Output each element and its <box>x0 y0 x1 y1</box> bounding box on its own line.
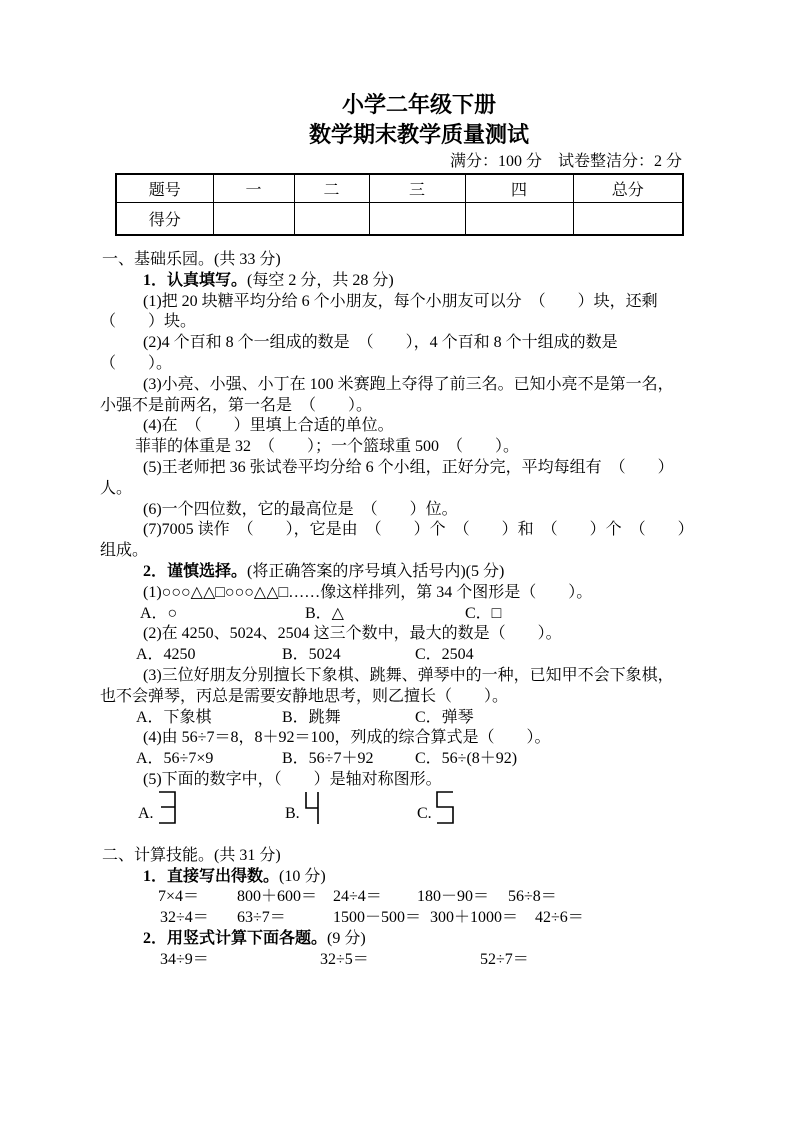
digit-3-icon <box>157 791 177 825</box>
oral-calc-row2 <box>100 908 692 929</box>
part2-q1-heading <box>100 867 692 888</box>
score-row-label: 得分 <box>116 203 213 236</box>
score-cell-empty <box>294 203 369 236</box>
equation: 180－90＝ <box>417 888 490 906</box>
q1-points: (每空 2 分，共 28 分) <box>247 271 394 289</box>
fill-q3-line2: 小强不是前两名，第一名是 （ ）。 <box>100 396 373 414</box>
equation: 56÷8＝ <box>508 888 557 906</box>
fill-q3-line1: (3)小亮、小强、小丁在 100 米赛跑上夺得了前三名。已知小亮不是第一名， <box>143 375 674 393</box>
part2-q2-title: 2．用竖式计算下面各题。 <box>143 929 328 947</box>
choice-q3-line1: (3)三位好朋友分别擅长下象棋、跳舞、弹琴中的一种，已知甲不会下象棋， <box>143 666 674 684</box>
choice-q5-option-a <box>138 791 177 823</box>
score-table-header-cell: 题号 <box>116 174 213 203</box>
option-b-label: B. <box>285 804 300 822</box>
q1-title: 1．认真填写。 <box>143 271 248 289</box>
equation: 24÷4＝ <box>333 888 382 906</box>
exam-body <box>100 250 692 971</box>
choice-q3-options <box>100 708 692 729</box>
option-c-label: C. <box>417 804 432 822</box>
equation: 34÷9＝ <box>160 950 209 968</box>
q2-points: (将正确答案的序号填入括号内)(5 分) <box>247 562 505 580</box>
fill-q1-line2: （ ）块。 <box>100 313 197 331</box>
page-content <box>100 0 692 971</box>
choice-q2-options <box>100 645 692 666</box>
oral-calc-row1 <box>100 887 692 908</box>
fill-q7-line1: (7)7005 读作 （ ），它是由 （ ）个 （ ）和 （ ）个 （ ） <box>143 521 694 539</box>
digit-5-icon <box>435 791 455 825</box>
equation: 1500－500＝ <box>333 909 422 927</box>
score-table-header-cell: 四 <box>465 174 573 203</box>
score-table-header-cell: 总分 <box>573 174 683 203</box>
fill-q6-line: (6)一个四位数，它的最高位是 （ ）位。 <box>143 500 458 518</box>
choice-q5-line: (5)下面的数字中，（ ）是轴对称图形。 <box>143 770 442 788</box>
option-a-label: A. <box>138 804 154 822</box>
score-table-header-cell: 三 <box>369 174 465 203</box>
choice-q2-line: (2)在 4250、5024、2504 这三个数中，最大的数是（ ）。 <box>143 625 562 643</box>
score-table-header-row <box>116 174 683 203</box>
choice-q1-option-b: B．△ <box>305 604 344 622</box>
fill-q5-line1: (5)王老师把 36 张试卷平均分给 6 个小组，正好分完，平均每组有 （ ） <box>143 458 674 476</box>
choice-q4-option-c: C．56÷(8＋92) <box>415 750 518 768</box>
choice-q3-line2: 也不会弹琴，丙总是需要安静地思考，则乙擅长（ ）。 <box>100 687 509 705</box>
equation: 300＋1000＝ <box>430 909 519 927</box>
score-table-header-cell: 二 <box>294 174 369 203</box>
choice-q5-option-c <box>417 791 455 823</box>
column-calc-row <box>100 950 692 971</box>
score-table <box>115 173 684 236</box>
equation: 32÷5＝ <box>320 950 369 968</box>
score-cell-empty <box>573 203 683 236</box>
score-cell-empty <box>213 203 294 236</box>
equation: 32÷4＝ <box>160 909 209 927</box>
part1-heading: 一、基础乐园。(共 33 分) <box>102 251 281 268</box>
score-cell-empty <box>465 203 573 236</box>
score-table-score-row <box>116 203 683 236</box>
equation: 52÷7＝ <box>480 950 529 968</box>
equation: 800＋600＝ <box>237 888 318 906</box>
full-score-note: 满分：100 分 试卷整洁分：2 分 <box>449 153 682 170</box>
score-cell-empty <box>369 203 465 236</box>
part2-heading: 二、计算技能。(共 31 分) <box>102 846 281 864</box>
fill-q1-line1: (1)把 20 块糖平均分给 6 个小朋友，每个小朋友可以分 （ ）块，还剩 <box>143 292 658 310</box>
choice-q4-line: (4)由 56÷7＝8，8＋92＝100，列成的综合算式是（ ）。 <box>143 729 551 747</box>
choice-q3-option-a: A．下象棋 <box>136 708 212 726</box>
fill-q2-line1: (2)4 个百和 8 个一组成的数是 （ ），4 个百和 8 个十组成的数是 <box>143 334 618 352</box>
part1-q2-heading <box>100 562 692 583</box>
score-table-header-cell: 一 <box>213 174 294 203</box>
exam-title-line1: 小学二年级下册 <box>341 92 496 117</box>
fill-q4-line1: (4)在 （ ）里填上合适的单位。 <box>143 417 394 435</box>
exam-title-line2: 数学期末教学质量测试 <box>308 122 529 147</box>
choice-q3-option-c: C．弹琴 <box>415 708 474 726</box>
choice-q4-options <box>100 749 692 770</box>
choice-q1-option-c: C．□ <box>465 604 502 622</box>
choice-q1-option-a: A．○ <box>140 604 178 622</box>
choice-q3-option-b: B．跳舞 <box>282 708 341 726</box>
choice-q4-option-b: B．56÷7＋92 <box>282 750 374 768</box>
equation: 42÷6＝ <box>535 909 584 927</box>
choice-q2-option-b: B．5024 <box>282 646 341 664</box>
choice-q2-option-a: A．4250 <box>136 646 196 664</box>
equation: 7×4＝ <box>158 888 200 906</box>
part2-q1-title: 1．直接写出得数。 <box>143 867 280 885</box>
q2-title: 2．谨慎选择。 <box>143 562 248 580</box>
equation: 63÷7＝ <box>237 909 286 927</box>
part2-q2-heading <box>100 929 692 950</box>
part2-q1-points: (10 分) <box>279 867 326 885</box>
choice-q5-options <box>100 791 692 825</box>
fill-q4-line2: 菲菲的体重是 32 （ ）；一个篮球重 500 （ ）。 <box>135 438 520 456</box>
digit-4-icon <box>303 791 323 825</box>
part2-q2-points: (9 分) <box>327 929 366 947</box>
fill-q2-line2: （ ）。 <box>100 354 173 372</box>
choice-q1-line: (1)○○○△△□○○○△△□……像这样排列，第 34 个图形是（ ）。 <box>143 583 593 601</box>
fill-q5-line2: 人。 <box>100 479 133 497</box>
choice-q2-option-c: C．2504 <box>415 646 474 664</box>
choice-q1-options <box>100 604 692 625</box>
choice-q5-option-b <box>285 791 323 823</box>
choice-q4-option-a: A．56÷7×9 <box>136 750 214 768</box>
fill-q7-line2: 组成。 <box>100 542 149 560</box>
part1-q1-heading <box>100 271 692 292</box>
